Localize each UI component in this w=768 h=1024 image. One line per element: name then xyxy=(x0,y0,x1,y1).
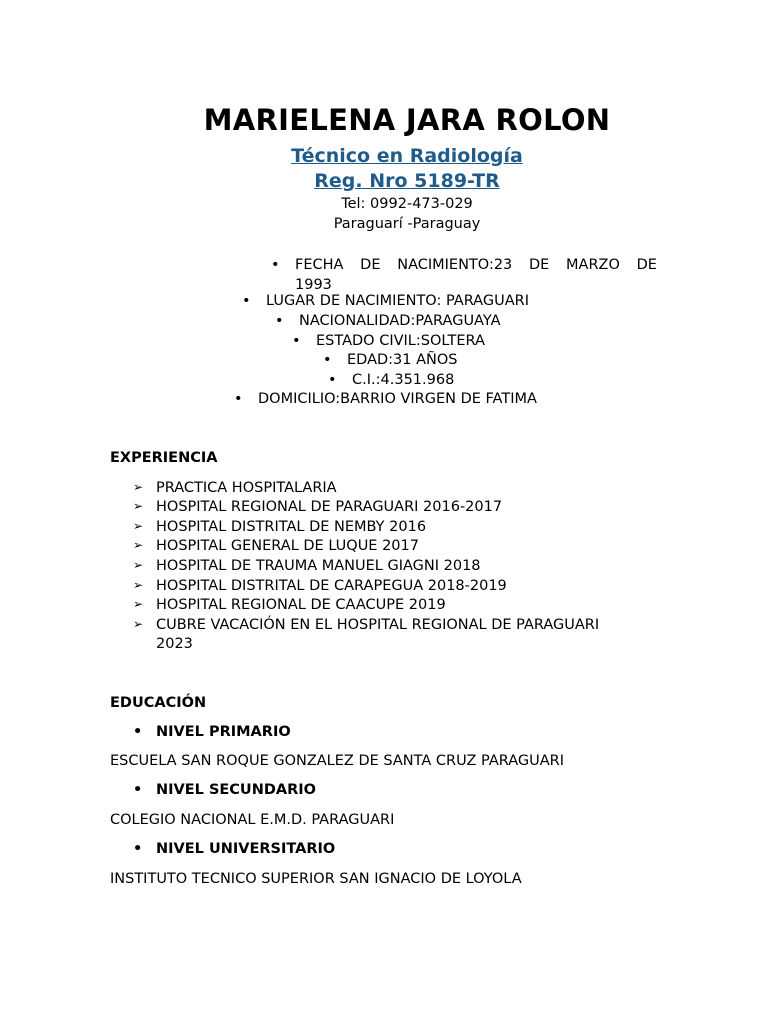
arrow-bullet-icon: ➢ xyxy=(133,558,144,572)
education-heading: EDUCACIÓN xyxy=(110,695,207,711)
arrow-bullet-icon: ➢ xyxy=(133,538,144,552)
bullet-icon: • xyxy=(275,313,284,329)
experience-item: ➢ HOSPITAL GENERAL DE LUQUE 2017 xyxy=(133,538,419,554)
experience-item-continuation: 2023 xyxy=(156,636,193,652)
personal-address: • DOMICILIO:BARRIO VIRGEN DE FATIMA xyxy=(234,391,537,407)
personal-birth-place: • LUGAR DE NACIMIENTO: PARAGUARI xyxy=(242,293,529,309)
registration-number: Reg. Nro 5189-TR xyxy=(314,170,500,192)
arrow-bullet-icon: ➢ xyxy=(133,578,144,592)
bullet-icon: • xyxy=(133,724,143,740)
bullet-icon: • xyxy=(234,391,243,407)
arrow-bullet-icon: ➢ xyxy=(133,597,144,611)
arrow-bullet-icon: ➢ xyxy=(133,519,144,533)
experience-item: ➢ CUBRE VACACIÓN EN EL HOSPITAL REGIONAL DE PARAGUARI xyxy=(133,617,600,633)
candidate-name: MARIELENA JARA ROLON xyxy=(203,103,611,137)
phone-number: Tel: 0992-473-029 xyxy=(341,196,473,212)
arrow-bullet-icon: ➢ xyxy=(133,499,144,513)
arrow-bullet-icon: ➢ xyxy=(133,617,144,631)
bullet-icon: • xyxy=(242,293,251,309)
experience-heading: EXPERIENCIA xyxy=(110,450,218,466)
bullet-icon: • xyxy=(271,257,280,273)
bullet-icon: • xyxy=(323,352,332,368)
experience-item: ➢ HOSPITAL DE TRAUMA MANUEL GIAGNI 2018 xyxy=(133,558,481,574)
personal-nationality: • NACIONALIDAD:PARAGUAYA xyxy=(275,313,501,329)
education-level-university: • NIVEL UNIVERSITARIO xyxy=(133,841,336,857)
personal-age: • EDAD:31 AÑOS xyxy=(323,352,458,368)
bullet-icon: • xyxy=(328,372,337,388)
bullet-icon: • xyxy=(292,333,301,349)
education-school-secondary: COLEGIO NACIONAL E.M.D. PARAGUARI xyxy=(110,812,395,828)
education-level-secondary: • NIVEL SECUNDARIO xyxy=(133,782,316,798)
bullet-icon: • xyxy=(133,782,143,798)
education-school-university: INSTITUTO TECNICO SUPERIOR SAN IGNACIO DE LOYOLA xyxy=(110,871,522,887)
experience-item: ➢ HOSPITAL DISTRITAL DE CARAPEGUA 2018-2019 xyxy=(133,578,507,594)
personal-civil-status: • ESTADO CIVIL:SOLTERA xyxy=(292,333,485,349)
job-title: Técnico en Radiología xyxy=(291,145,523,167)
personal-id: • C.I.:4.351.968 xyxy=(328,372,455,388)
personal-birth-date: • FECHA DE NACIMIENTO:23 DE MARZO DE 1993 xyxy=(271,257,657,293)
experience-item: ➢ HOSPITAL DISTRITAL DE NEMBY 2016 xyxy=(133,519,427,535)
bullet-icon: • xyxy=(133,841,143,857)
education-school-primary: ESCUELA SAN ROQUE GONZALEZ DE SANTA CRUZ PARAGUARI xyxy=(110,753,565,769)
location: Paraguarí -Paraguay xyxy=(333,216,481,232)
experience-item: ➢ PRACTICA HOSPITALARIA xyxy=(133,480,337,496)
experience-item: ➢ HOSPITAL REGIONAL DE PARAGUARI 2016-2017 xyxy=(133,499,503,515)
experience-item: ➢ HOSPITAL REGIONAL DE CAACUPE 2019 xyxy=(133,597,446,613)
education-level-primary: • NIVEL PRIMARIO xyxy=(133,724,291,740)
arrow-bullet-icon: ➢ xyxy=(133,480,144,494)
